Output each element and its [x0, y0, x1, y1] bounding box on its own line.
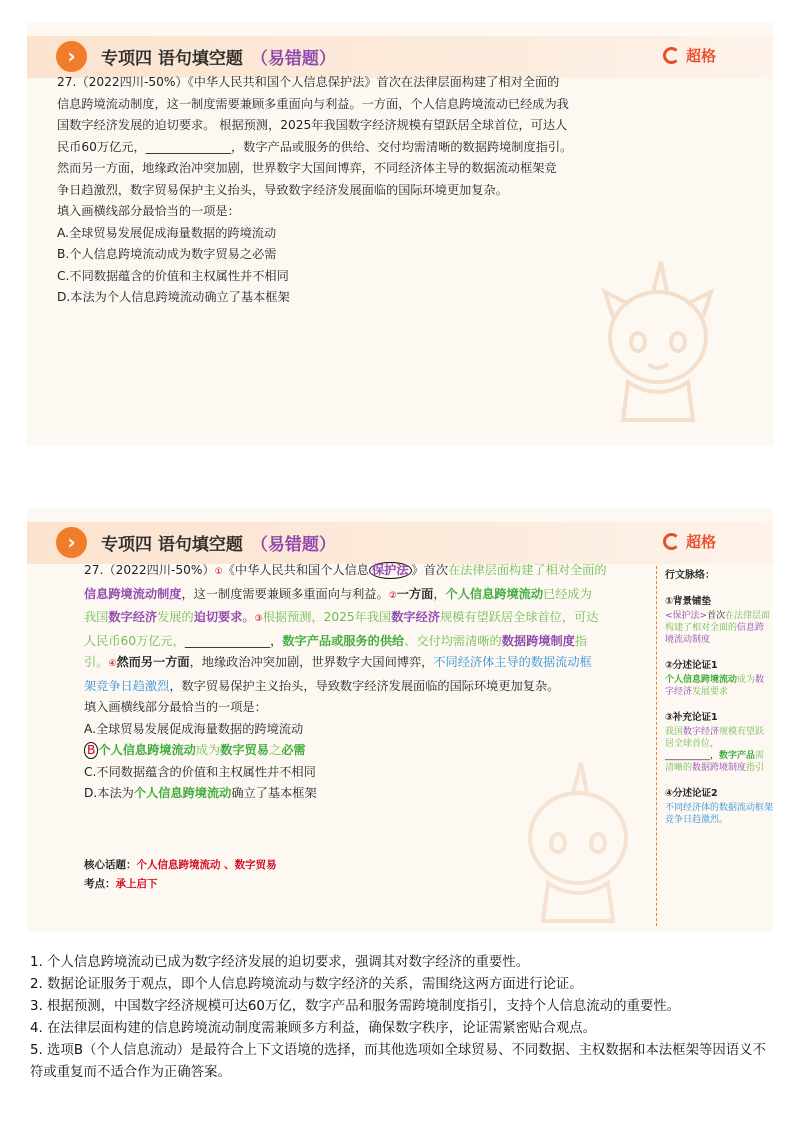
sidebar-block-2: ②分述论证1 个人信息跨境流动成为数字经济发展要求 — [665, 660, 765, 697]
answer-circle: B — [84, 742, 98, 759]
option-b-correct[interactable]: B 个人信息跨境流动成为数字贸易之必需 — [84, 740, 649, 762]
option-d[interactable]: D.本法为个人信息跨境流动确立了基本框架 — [57, 290, 290, 304]
annotated-line-3: 我国数字经济发展的迫切要求。③根据预测，2025年我国数字经济规模有望跃居全球首位，可达 — [84, 610, 599, 624]
option-a[interactable]: A.全球贸易发展促成海量数据的跨境流动 — [57, 225, 277, 240]
note-item: 3. 根据预测，中国数字经济规模可达60万亿，数字产品和服务需跨境制度指引，支持个人信息流动的重要性。 — [30, 999, 681, 1014]
slide-title: 专项四 语句填空题 （易错题） — [101, 535, 336, 555]
question-text — [57, 72, 647, 309]
chevron-right-icon: › — [67, 530, 76, 554]
option-b[interactable]: B.个人信息跨境流动成为数字贸易之必需 — [57, 247, 277, 261]
sidebar-block-4: ④分述论证2 不同经济体的数据流动框架竞争日趋激烈。 — [665, 788, 773, 825]
slide-title: 专项四 语句填空题 （易错题） — [101, 49, 336, 69]
circled-keyword: 保护法 — [369, 562, 412, 579]
brand-icon — [663, 47, 680, 64]
stem-line: 争日趋激烈，数字贸易保护主义抬头，导致数字经济发展面临的国际环境更加复杂。 — [57, 182, 508, 197]
annotated-line-4: 人民币60万亿元，______________，数字产品或服务的供给、交付均需清晰的数据跨境制度指 — [84, 633, 588, 648]
brand-logo: 超格 — [663, 531, 716, 552]
exam-point: 考点：承上启下 — [84, 878, 158, 890]
option-a[interactable]: A.全球贸易发展促成海量数据的跨境流动 — [84, 721, 304, 736]
sidebar-block-1: ①背景铺垫 <保护法>首次在法律层面构建了相对全面的信息跨境流动制度 — [665, 596, 771, 645]
slide-header — [27, 522, 773, 564]
chevron-right-icon: › — [67, 44, 76, 68]
structure-sidebar — [656, 566, 773, 926]
stem-line: 国数字经济发展的迫切要求。 根据预测，2025年我国数字经济规模有望跃居全球首位，可达人 — [57, 118, 568, 132]
note-item: 2. 数据论证服务于观点，即个人信息跨境流动与数字经济的关系，需围绕这两方面进行论证。 — [30, 977, 583, 992]
annotated-line-1: 27.（2022四川-50%）①《中华人民共和国个人信息 保护法 》首次在法律层面构建了相对全面的 — [84, 563, 607, 577]
stem-line: 然而另一方面，地缘政治冲突加剧，世界数字大国间博弈，不同经济体主导的数据流动框架竞 — [57, 161, 557, 175]
annotated-line-5: 引。④然而另一方面，地缘政治冲突加剧，世界数字大国间博弈，不同经济体主导的数据流动框 — [84, 655, 592, 669]
stem-line: 民币60万亿元，______________，数字产品或服务的供给、交付均需清晰的数据跨境制度指引。 — [57, 139, 573, 154]
note-item: 1. 个人信息跨境流动已成为数字经济发展的迫切要求，强调其对数字经济的重要性。 — [30, 955, 530, 970]
slide-tag: （易错题） — [250, 535, 336, 555]
annotated-line-2: 信息跨境流动制度，这一制度需要兼顾多重面向与利益。②一方面，个人信息跨境流动已经成为 — [84, 586, 592, 601]
question-prompt: 填入画横线部分最恰当的一项是： — [84, 700, 267, 714]
header-badge — [53, 38, 90, 75]
note-item: 4. 在法律层面构建的信息跨境流动制度需兼顾多方利益，确保数字秩序，论证需紧密贴合观点。 — [30, 1021, 597, 1036]
brand-logo: 超格 — [663, 45, 716, 66]
header-badge — [53, 524, 90, 561]
stem-line: 27.（2022四川-50%）《中华人民共和国个人信息保护法》首次在法律层面构建了相对全面的 — [57, 75, 560, 89]
question-prompt: 填入画横线部分最恰当的一项是： — [57, 204, 240, 218]
option-c[interactable]: C.不同数据蕴含的价值和主权属性并不相同 — [57, 268, 289, 283]
stem-line: 信息跨境流动制度，这一制度需要兼顾多重面向与利益。一方面，个人信息跨境流动已经成为我 — [57, 96, 569, 111]
option-c[interactable]: C.不同数据蕴含的价值和主权属性并不相同 — [84, 764, 316, 779]
explanation-notes — [30, 952, 775, 1084]
annotated-question — [84, 560, 649, 805]
annotated-line-6: 架竞争日趋激烈，数字贸易保护主义抬头，导致数字经济发展面临的国际环境更加复杂。 — [84, 678, 560, 693]
option-d[interactable]: D.本法为个人信息跨境流动确立了基本框架 — [84, 786, 317, 800]
slide-tag: （易错题） — [250, 49, 336, 69]
brand-icon — [663, 533, 680, 550]
sidebar-title: 行文脉络： — [665, 570, 715, 581]
sidebar-block-3: ③补充论证1 我国数字经济规模有望跃居全球首位，__________，数字产品需清晰的数据跨境制度指引 — [665, 712, 765, 773]
note-item: 5. 选项B（个人信息流动）是最符合上下文语境的选择，而其他选项如全球贸易、不同数据、主权数据和本法框架等因语义不符或重复而不适合作为正确答案。 — [30, 1043, 766, 1080]
core-topic: 核心话题：个人信息跨境流动 、数字贸易 — [84, 859, 277, 871]
